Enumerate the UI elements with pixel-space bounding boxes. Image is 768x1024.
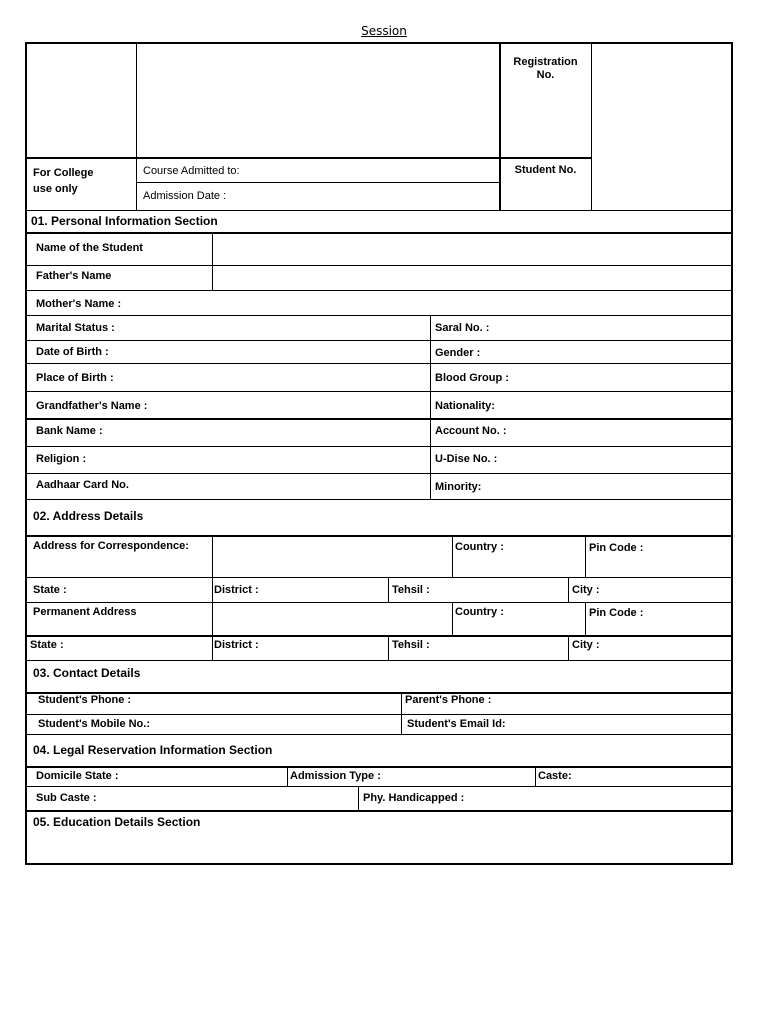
legal-divider-1 xyxy=(287,767,288,786)
line-766 xyxy=(26,766,732,768)
perm-divider-3 xyxy=(585,603,586,635)
udise-no-field[interactable]: U-Dise No. : xyxy=(435,453,498,465)
corr-state-divider-1 xyxy=(212,578,213,602)
domicile-state-field[interactable]: Domicile State : xyxy=(36,770,119,782)
perm-pin-code-field[interactable]: Pin Code : xyxy=(589,607,644,619)
line-473 xyxy=(26,473,732,474)
account-no-field[interactable]: Account No. : xyxy=(435,425,507,437)
perm-city-field[interactable]: City : xyxy=(572,639,600,651)
perm-country-field[interactable]: Country : xyxy=(455,606,504,618)
corr-state-divider-2 xyxy=(388,578,389,602)
line-535 xyxy=(26,535,732,537)
line-660 xyxy=(26,660,732,661)
form-bottom-border xyxy=(25,863,733,865)
line-265 xyxy=(26,265,732,266)
corr-pin-code-field[interactable]: Pin Code : xyxy=(589,542,644,554)
minority-field[interactable]: Minority: xyxy=(435,481,482,493)
line-577 xyxy=(26,577,732,578)
marital-status-field[interactable]: Marital Status : xyxy=(36,322,115,334)
phy-handicapped-field[interactable]: Phy. Handicapped : xyxy=(363,792,465,804)
corr-country-field[interactable]: Country : xyxy=(455,541,504,553)
corr-divider-1 xyxy=(212,536,213,577)
perm-state-divider-2 xyxy=(388,636,389,660)
line-210 xyxy=(26,210,732,211)
personal-col-divider xyxy=(430,316,431,499)
line-692 xyxy=(26,692,732,694)
line-315 xyxy=(26,315,732,316)
corr-divider-3 xyxy=(585,536,586,577)
header-mid-line xyxy=(26,157,591,159)
college-use-label: For College use only xyxy=(33,167,94,195)
header-divider-1 xyxy=(136,43,137,210)
nationality-field[interactable]: Nationality: xyxy=(435,400,495,412)
subcaste-divider xyxy=(358,787,359,810)
line-734 xyxy=(26,734,732,735)
perm-tehsil-field[interactable]: Tehsil : xyxy=(392,639,430,651)
permanent-address-label: Permanent Address xyxy=(33,606,137,618)
course-line xyxy=(137,182,500,183)
form-right-border xyxy=(731,42,733,864)
correspondence-address-label: Address for Correspondence: xyxy=(33,540,189,552)
line-714 xyxy=(26,714,732,715)
bank-name-field[interactable]: Bank Name : xyxy=(36,425,103,437)
perm-divider-2 xyxy=(452,603,453,635)
students-mobile-field[interactable]: Student's Mobile No.: xyxy=(38,718,150,730)
legal-divider-2 xyxy=(535,767,536,786)
parents-phone-field[interactable]: Parent's Phone : xyxy=(405,694,492,706)
line-635 xyxy=(26,635,732,637)
corr-district-field[interactable]: District : xyxy=(214,584,259,596)
line-499 xyxy=(26,499,732,500)
caste-field[interactable]: Caste: xyxy=(538,770,572,782)
aadhaar-field[interactable]: Aadhaar Card No. xyxy=(36,479,129,491)
line-340 xyxy=(26,340,732,341)
line-391 xyxy=(26,391,732,392)
grandfathers-name-field[interactable]: Grandfather's Name : xyxy=(36,400,148,412)
line-446 xyxy=(26,446,732,447)
corr-tehsil-field[interactable]: Tehsil : xyxy=(392,584,430,596)
perm-state-divider-1 xyxy=(212,636,213,660)
place-of-birth-field[interactable]: Place of Birth : xyxy=(36,372,114,384)
line-602 xyxy=(26,602,732,603)
form-top-border xyxy=(25,42,733,44)
religion-field[interactable]: Religion : xyxy=(36,453,87,465)
session-label: Session xyxy=(361,24,407,38)
contact-section-title: 03. Contact Details xyxy=(33,666,141,680)
perm-divider-1 xyxy=(212,603,213,635)
blood-group-field[interactable]: Blood Group : xyxy=(435,372,509,384)
perm-state-field[interactable]: State : xyxy=(30,639,64,651)
line-232 xyxy=(26,232,732,234)
perm-district-field[interactable]: District : xyxy=(214,639,259,651)
date-of-birth-field[interactable]: Date of Birth : xyxy=(36,346,109,358)
course-admitted-field[interactable]: Course Admitted to: xyxy=(143,165,240,177)
form-left-border xyxy=(25,42,27,864)
line-418 xyxy=(26,418,732,420)
name-divider xyxy=(212,233,213,291)
line-363 xyxy=(26,363,732,364)
corr-divider-2 xyxy=(452,536,453,577)
name-of-student-label: Name of the Student xyxy=(36,242,143,254)
line-810 xyxy=(26,810,732,812)
perm-state-divider-3 xyxy=(568,636,569,660)
registration-no-label: Registration No. xyxy=(513,56,578,81)
admission-date-field[interactable]: Admission Date : xyxy=(143,190,227,202)
personal-section-title: 01. Personal Information Section xyxy=(31,214,218,228)
education-section-title: 05. Education Details Section xyxy=(33,815,201,829)
student-no-label: Student No. xyxy=(514,164,577,176)
saral-no-field[interactable]: Saral No. : xyxy=(435,322,490,334)
header-divider-3 xyxy=(591,43,592,210)
sub-caste-field[interactable]: Sub Caste : xyxy=(36,792,97,804)
line-786 xyxy=(26,786,732,787)
gender-field[interactable]: Gender : xyxy=(435,347,481,359)
address-section-title: 02. Address Details xyxy=(33,509,144,523)
session-heading xyxy=(0,24,768,38)
mothers-name-field[interactable]: Mother's Name : xyxy=(36,298,122,310)
fathers-name-label: Father's Name xyxy=(36,270,112,282)
students-phone-field[interactable]: Student's Phone : xyxy=(38,694,132,706)
line-290 xyxy=(26,290,732,291)
corr-state-field[interactable]: State : xyxy=(33,584,67,596)
corr-city-field[interactable]: City : xyxy=(572,584,600,596)
corr-state-divider-3 xyxy=(568,578,569,602)
admission-type-field[interactable]: Admission Type : xyxy=(290,770,381,782)
students-email-field[interactable]: Student's Email Id: xyxy=(407,718,506,730)
legal-section-title: 04. Legal Reservation Information Section xyxy=(33,743,273,757)
